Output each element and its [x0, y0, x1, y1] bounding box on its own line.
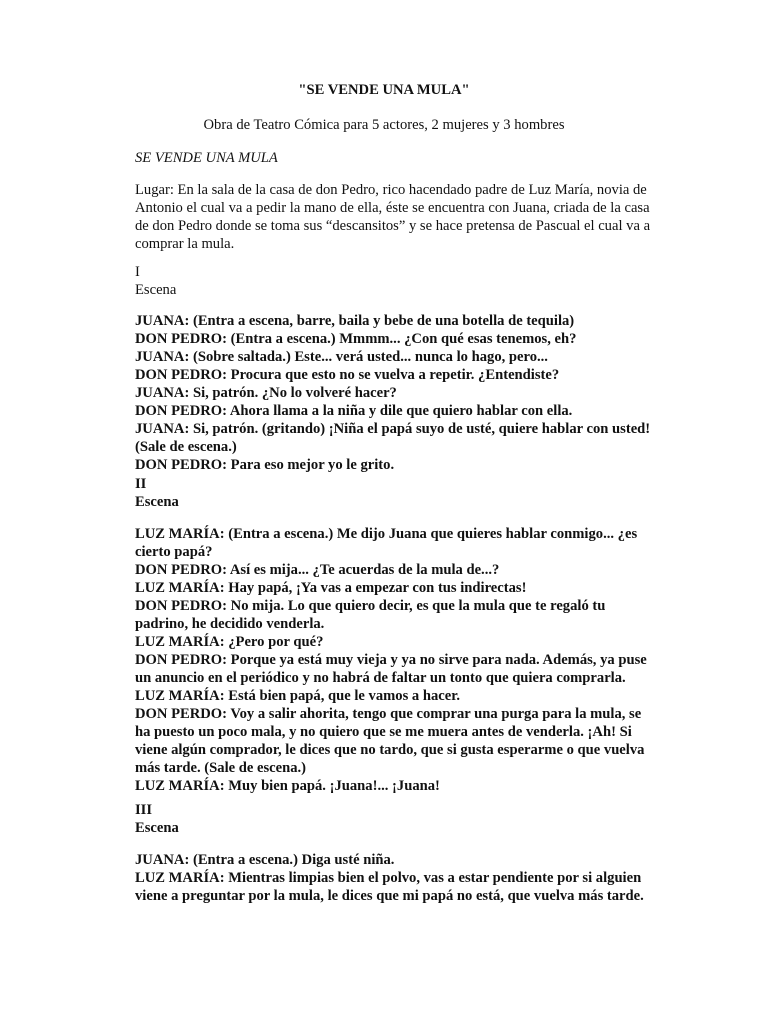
- dialogue-line: DON PEDRO: Así es mija... ¿Te acuerdas de la mula de...?: [135, 562, 500, 578]
- dialogue-line: DON PEDRO: No mija. Lo que quiero decir, es que la mula que te regaló tu: [135, 598, 606, 614]
- scene-1-heading: [135, 263, 655, 299]
- scene-2-dialogue: [135, 525, 655, 795]
- dialogue-line: cierto papá?: [135, 544, 213, 560]
- lugar-line: comprar la mula.: [135, 236, 235, 252]
- dialogue-line: DON PEDRO: (Entra a escena.) Mmmm... ¿Con qué esas tenemos, eh?: [135, 331, 577, 347]
- scene-number: III: [135, 802, 153, 818]
- scene-label: Escena: [135, 820, 179, 836]
- scene-3-heading: [135, 801, 655, 837]
- dialogue-line: (Sale de escena.): [135, 439, 237, 455]
- dialogue-line: JUANA: (Entra a escena.) Diga usté niña.: [135, 852, 395, 868]
- scene-number: I: [135, 264, 140, 280]
- scene-label: Escena: [135, 494, 179, 510]
- scene-number: II: [135, 476, 147, 492]
- scene-label: Escena: [135, 282, 177, 298]
- lugar-line: Lugar: En la sala de la casa de don Pedro, rico hacendado padre de Luz María, novia de: [135, 182, 647, 198]
- dialogue-line: DON PEDRO: Ahora llama a la niña y dile que quiero hablar con ella.: [135, 403, 573, 419]
- dialogue-line: DON PEDRO: Porque ya está muy vieja y ya no sirve para nada. Además, ya puse: [135, 652, 647, 668]
- dialogue-line: LUZ MARÍA: (Entra a escena.) Me dijo Juana que quieres hablar conmigo... ¿es: [135, 526, 638, 542]
- dialogue-line: DON PEDRO: Procura que esto no se vuelva a repetir. ¿Entendiste?: [135, 367, 560, 383]
- dialogue-line: JUANA: (Entra a escena, barre, baila y bebe de una botella de tequila): [135, 313, 575, 329]
- scene-2-heading: [135, 475, 655, 511]
- scene-1-dialogue: [135, 312, 655, 474]
- italic-title: SE VENDE UNA MULA: [135, 150, 278, 166]
- dialogue-line: LUZ MARÍA: Muy bien papá. ¡Juana!... ¡Juana!: [135, 778, 440, 794]
- dialogue-line: DON PERDO: Voy a salir ahorita, tengo que comprar una purga para la mula, se: [135, 706, 642, 722]
- lugar-line: de don Pedro donde se toma sus “descansitos” y se hace pretensa de Pascual el cual va a: [135, 218, 651, 234]
- play-title: "SE VENDE UNA MULA": [298, 82, 470, 98]
- lugar-paragraph: [135, 181, 655, 253]
- dialogue-line: padrino, he decidido venderla.: [135, 616, 325, 632]
- dialogue-line: LUZ MARÍA: ¿Pero por qué?: [135, 634, 324, 650]
- scene-3-dialogue: [135, 851, 655, 905]
- dialogue-line: más tarde. (Sale de escena.): [135, 760, 307, 776]
- dialogue-line: un anuncio en el periódico y no habrá de faltar un tonto que quiera comprarla.: [135, 670, 626, 686]
- play-subtitle: Obra de Teatro Cómica para 5 actores, 2 mujeres y 3 hombres: [203, 117, 565, 133]
- dialogue-line: JUANA: (Sobre saltada.) Este... verá usted... nunca lo hago, pero...: [135, 349, 548, 365]
- dialogue-line: LUZ MARÍA: Está bien papá, que le vamos a hacer.: [135, 688, 461, 704]
- lugar-line: Antonio el cual va a pedir la mano de ella, éste se encuentra con Juana, criada de la casa: [135, 200, 650, 216]
- dialogue-line: DON PEDRO: Para eso mejor yo le grito.: [135, 457, 395, 473]
- dialogue-line: JUANA: Si, patrón. ¿No lo volveré hacer?: [135, 385, 397, 401]
- dialogue-line: viene a preguntar por la mula, le dices que mi papá no está, que vuelva más tarde.: [135, 888, 644, 904]
- dialogue-line: viene algún comprador, le dices que no tardo, que si gusta esperarme o que vuelva: [135, 742, 645, 758]
- dialogue-line: LUZ MARÍA: Hay papá, ¡Ya vas a empezar con tus indirectas!: [135, 580, 527, 596]
- dialogue-line: LUZ MARÍA: Mientras limpias bien el polvo, vas a estar pendiente por si alguien: [135, 870, 642, 886]
- dialogue-line: ha puesto un poco mala, y no quiero que se me muera antes de venderla. ¡Ah! Si: [135, 724, 632, 740]
- dialogue-line: JUANA: Si, patrón. (gritando) ¡Niña el papá suyo de usté, quiere hablar con usted!: [135, 421, 651, 437]
